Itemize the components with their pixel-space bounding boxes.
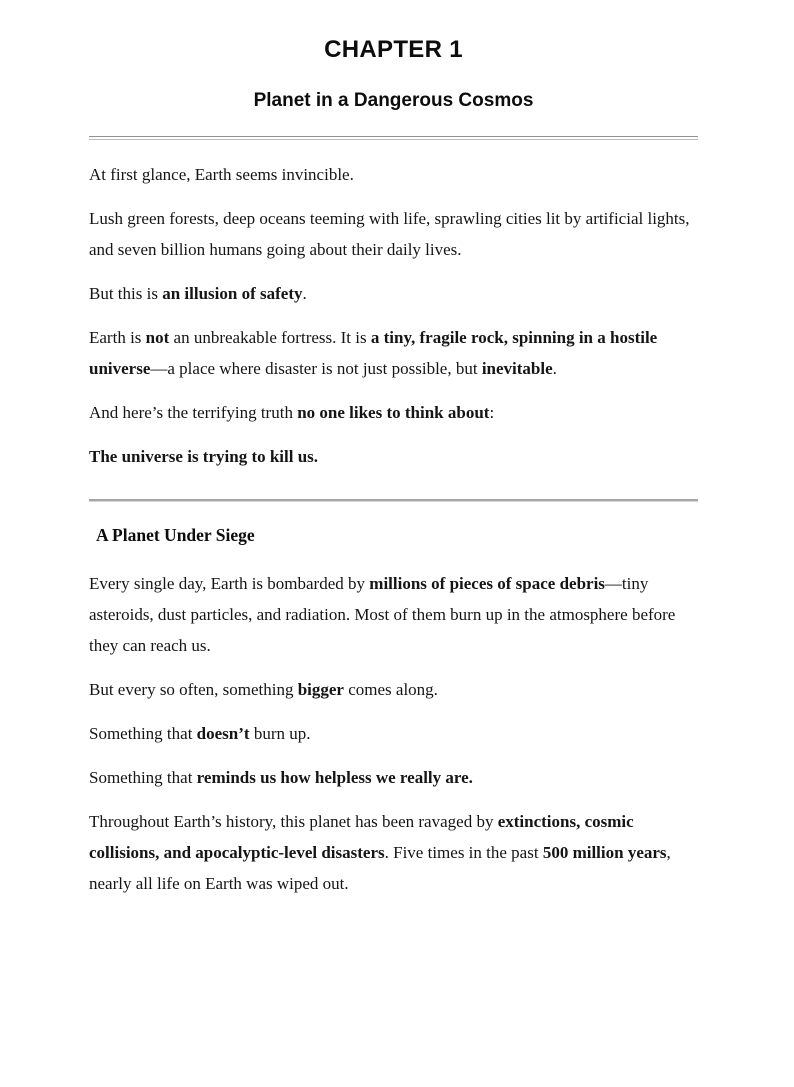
paragraph: But every so often, something bigger comes along. bbox=[89, 680, 438, 699]
section-paragraphs bbox=[89, 568, 698, 899]
bold-text: inevitable bbox=[481, 359, 553, 378]
paragraph: And here’s the terrifying truth no one likes to think about: bbox=[89, 403, 495, 422]
bold-text: no one likes to think about bbox=[297, 403, 490, 422]
intro-paragraphs bbox=[89, 159, 698, 472]
bold-text: a tiny, fragile rock, spinning in a hostile universe bbox=[89, 328, 658, 378]
paragraph: Throughout Earth’s history, this planet has been ravaged by extinctions, cosmic collisions, and apocalyptic-level disasters. Five times in the past 500 million years, nearly all life on Earth was wiped out. bbox=[89, 812, 671, 893]
paragraph: Something that doesn’t burn up. bbox=[89, 724, 311, 743]
paragraph: Every single day, Earth is bombarded by millions of pieces of space debris—tiny asteroids, dust particles, and radiation. Most of them burn up in the atmosphere before they can reach us. bbox=[89, 574, 676, 655]
bold-text: extinctions, cosmic collisions, and apocalyptic-level disasters bbox=[89, 812, 634, 862]
paragraph: Lush green forests, deep oceans teeming with life, sprawling cities lit by artificial lights, and seven billion humans going about their daily lives. bbox=[89, 209, 690, 259]
divider-double-rule bbox=[89, 136, 698, 140]
section-heading: A Planet Under Siege bbox=[96, 525, 255, 545]
chapter-title: CHAPTER 1 bbox=[324, 36, 463, 63]
chapter-subtitle: Planet in a Dangerous Cosmos bbox=[253, 90, 534, 111]
bold-text: not bbox=[145, 328, 170, 347]
bold-text: reminds us how helpless we really are. bbox=[196, 768, 473, 787]
bold-text: an illusion of safety bbox=[162, 284, 303, 303]
paragraph: At first glance, Earth seems invincible. bbox=[89, 165, 354, 184]
bold-text: 500 million years bbox=[542, 843, 667, 862]
paragraph: Earth is not an unbreakable fortress. It is a tiny, fragile rock, spinning in a hostile universe—a place where disaster is not just possible, but inevitable. bbox=[89, 328, 658, 378]
bold-text: The universe is trying to kill us. bbox=[89, 447, 319, 466]
bold-text: millions of pieces of space debris bbox=[369, 574, 605, 593]
paragraph bbox=[89, 441, 698, 472]
paragraph: But this is an illusion of safety. bbox=[89, 284, 307, 303]
bold-text: bigger bbox=[297, 680, 344, 699]
bold-text: doesn’t bbox=[196, 724, 250, 743]
paragraph: Something that reminds us how helpless we really are. bbox=[89, 768, 473, 787]
divider-single-rule bbox=[89, 499, 698, 502]
